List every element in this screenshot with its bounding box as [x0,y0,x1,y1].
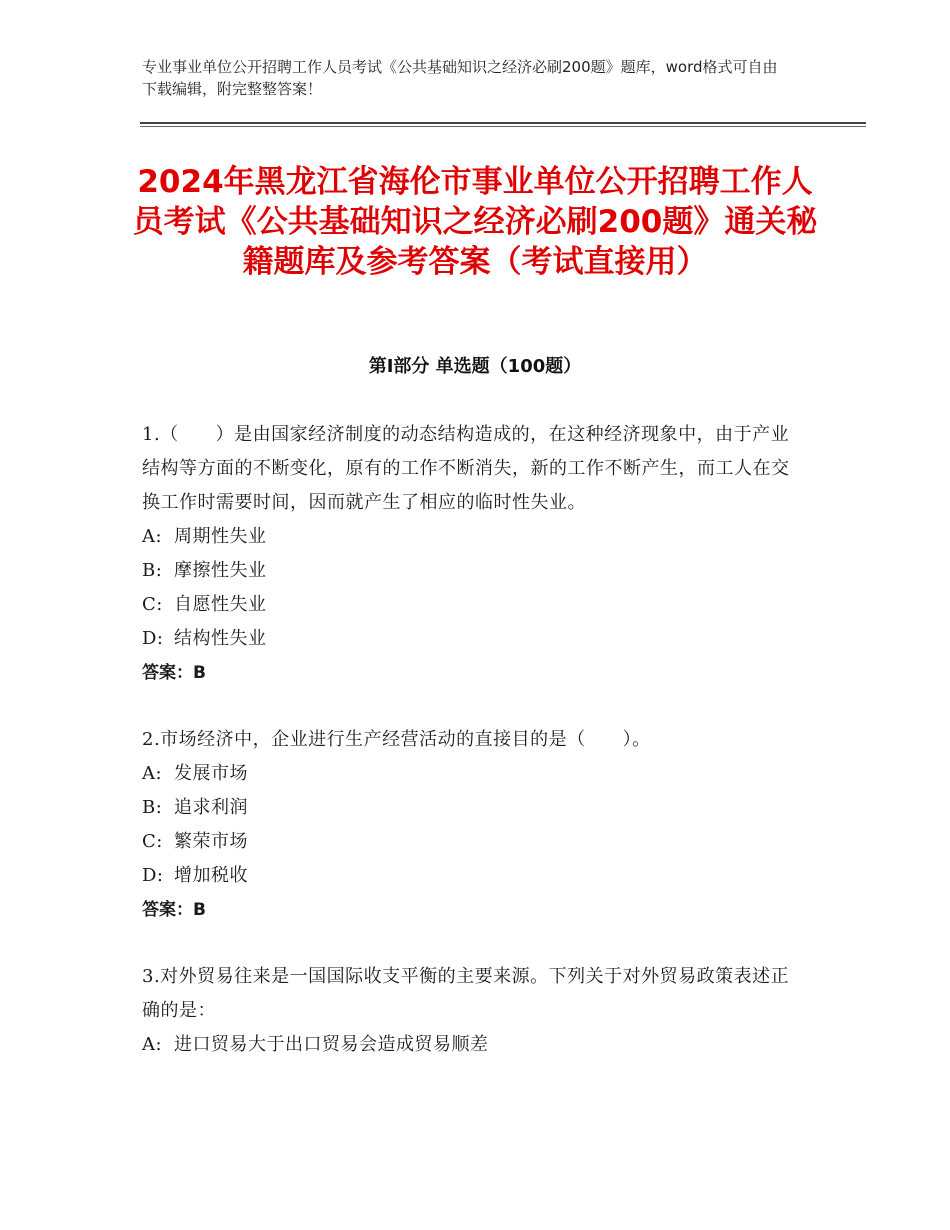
option-letter: A: [142,1034,163,1055]
option-letter: A: [142,763,163,784]
question-2 [142,723,802,927]
question-option-a [142,757,802,791]
question-option-d [142,859,802,893]
option-text: 进口贸易大于出口贸易会造成贸易顺差 [174,1034,489,1055]
question-option-c [142,825,802,859]
question-answer: 答案：B [142,900,206,920]
question-1 [142,418,802,690]
question-stem: 1.（ ）是由国家经济制度的动态结构造成的，在这种经济现象中，由于产业结构等方面的不断变化，原有的工作不断消失，新的工作不断产生，而工人在交换工作时需要时间，因而就产生了相应的临时性失业。 [142,424,790,513]
option-text: 自愿性失业 [174,594,267,615]
option-letter: C: [142,831,163,852]
question-option-a [142,1028,802,1062]
option-letter: B: [142,797,163,818]
header-divider-thin [140,126,866,127]
question-3 [142,960,802,1062]
question-list [142,418,802,1095]
option-text: 发展市场 [174,763,248,784]
document-title: 2024年黑龙江省海伦市事业单位公开招聘工作人员考试《公共基础知识之经济必刷200题》通关秘籍题库及参考答案（考试直接用） [132,164,818,280]
option-text: 结构性失业 [174,628,267,649]
option-letter: D: [142,628,164,649]
question-option-d [142,622,802,656]
option-text: 周期性失业 [174,526,267,547]
question-option-a [142,520,802,554]
option-letter: D: [142,865,164,886]
question-option-b [142,554,802,588]
option-text: 增加税收 [174,865,248,886]
section-title: 第Ⅰ部分 单选题（100题） [368,356,582,377]
question-answer: 答案：B [142,663,206,683]
question-option-c [142,588,802,622]
option-letter: A: [142,526,163,547]
option-text: 繁荣市场 [174,831,248,852]
question-stem: 3.对外贸易往来是一国国际收支平衡的主要来源。下列关于对外贸易政策表述正确的是： [142,966,790,1021]
question-stem: 2.市场经济中，企业进行生产经营活动的直接目的是（ ）。 [142,729,651,750]
option-letter: B: [142,560,163,581]
option-text: 追求利润 [174,797,248,818]
option-letter: C: [142,594,163,615]
option-text: 摩擦性失业 [174,560,267,581]
header-divider-thick [140,122,866,124]
question-option-b [142,791,802,825]
header-note: 专业事业单位公开招聘工作人员考试《公共基础知识之经济必刷200题》题库，word格式可自由下载编辑，附完整整答案！ [142,58,778,98]
